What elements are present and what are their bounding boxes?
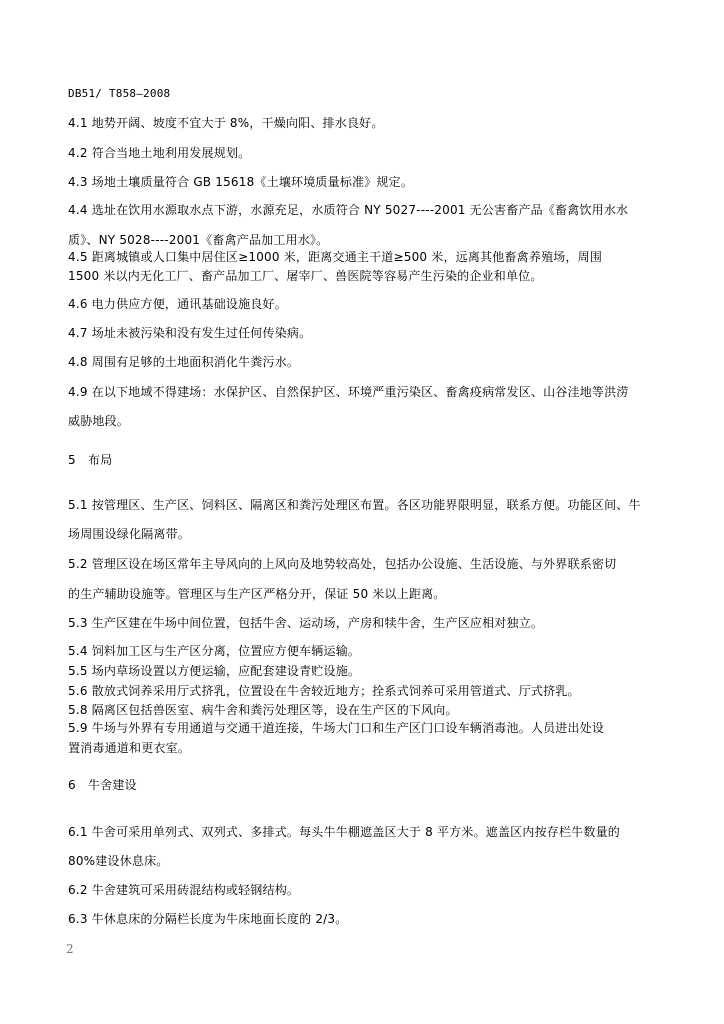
- clause-5-4: 5.4 饲料加工区与生产区分离，位置应方便车辆运输。: [68, 644, 361, 658]
- clause-5-1-line2: 场周围设绿化隔离带。: [68, 527, 191, 541]
- page-number: 2: [66, 942, 74, 956]
- clause-4-4-line2: 质》、NY 5028----2001《畜禽产品加工用水》。: [68, 233, 329, 247]
- section-6-heading: 6 牛舍建设: [68, 778, 137, 792]
- clause-6-1-line2: 80%建设休息床。: [68, 854, 169, 868]
- section-5-heading: 5 布局: [68, 453, 113, 467]
- clause-4-5-line2: 1500 米以内无化工厂、畜产品加工厂、屠宰厂、兽医院等容易产生污染的企业和单位。: [68, 269, 543, 283]
- clause-4-6: 4.6 电力供应方便，通讯基础设施良好。: [68, 297, 287, 311]
- clause-4-4-line1: 4.4 选址在饮用水源取水点下游，水源充足，水质符合 NY 5027----2001 无公害畜产品《畜禽饮用水水: [68, 203, 629, 217]
- clause-4-9-line2: 威胁地段。: [68, 414, 130, 428]
- clause-4-5-line1: 4.5 距离城镇或人口集中居住区≥1000 米，距离交通主干道≥500 米，远离其他畜禽养殖场，周围: [68, 250, 603, 264]
- clause-5-6: 5.6 散放式饲养采用厅式挤乳，位置设在牛舍较近地方；拴系式饲养可采用管道式、厅式挤乳。: [68, 684, 580, 698]
- clause-5-3: 5.3 生产区建在牛场中间位置，包括牛舍、运动场，产房和犊牛舍，生产区应相对独立。: [68, 616, 544, 630]
- clause-5-9-line2: 置消毒通道和更衣室。: [68, 741, 191, 755]
- clause-4-9-line1: 4.9 在以下地域不得建场：水保护区、自然保护区、环境严重污染区、畜禽疫病常发区、山谷洼地等洪涝: [68, 385, 629, 399]
- clause-5-9-line1: 5.9 牛场与外界有专用通道与交通干道连接，牛场大门口和生产区门口设车辆消毒池。人员进出处设: [68, 721, 605, 735]
- clause-4-3: 4.3 场地土壤质量符合 GB 15618《土壤环境质量标准》规定。: [68, 175, 414, 189]
- clause-5-2-line2: 的生产辅助设施等。管理区与生产区严格分开，保证 50 米以上距离。: [68, 587, 446, 601]
- clause-4-2: 4.2 符合当地土地利用发展规划。: [68, 146, 251, 160]
- clause-5-2-line1: 5.2 管理区设在场区常年主导风向的上风向及地势较高处，包括办公设施、生活设施、与外界联系密切: [68, 557, 617, 571]
- clause-6-3: 6.3 牛休息床的分隔栏长度为牛床地面长度的 2/3。: [68, 912, 348, 926]
- clause-4-7: 4.7 场址未被污染和没有发生过任何传染病。: [68, 326, 312, 340]
- clause-4-1: 4.1 地势开阔、坡度不宜大于 8%，干燥向阳、排水良好。: [68, 116, 384, 130]
- standard-code-header: DB51/ T858—2008: [68, 87, 171, 100]
- clause-6-2: 6.2 牛舍建筑可采用砖混结构或轻钢结构。: [68, 883, 300, 897]
- clause-6-1-line1: 6.1 牛舍可采用单列式、双列式、多排式。每头牛牛棚遮盖区大于 8 平方米。遮盖区内按存栏牛数量的: [68, 825, 620, 839]
- clause-5-1-line1: 5.1 按管理区、生产区、饲料区、隔离区和粪污处理区布置。各区功能界限明显，联系方便。功能区间、牛: [68, 498, 641, 512]
- clause-5-5: 5.5 场内草场设置以方便运输，应配套建设青贮设施。: [68, 664, 361, 678]
- clause-4-8: 4.8 周围有足够的土地面积消化牛粪污水。: [68, 355, 300, 369]
- clause-5-8: 5.8 隔离区包括兽医室、病牛舍和粪污处理区等，设在生产区的下风向。: [68, 703, 458, 717]
